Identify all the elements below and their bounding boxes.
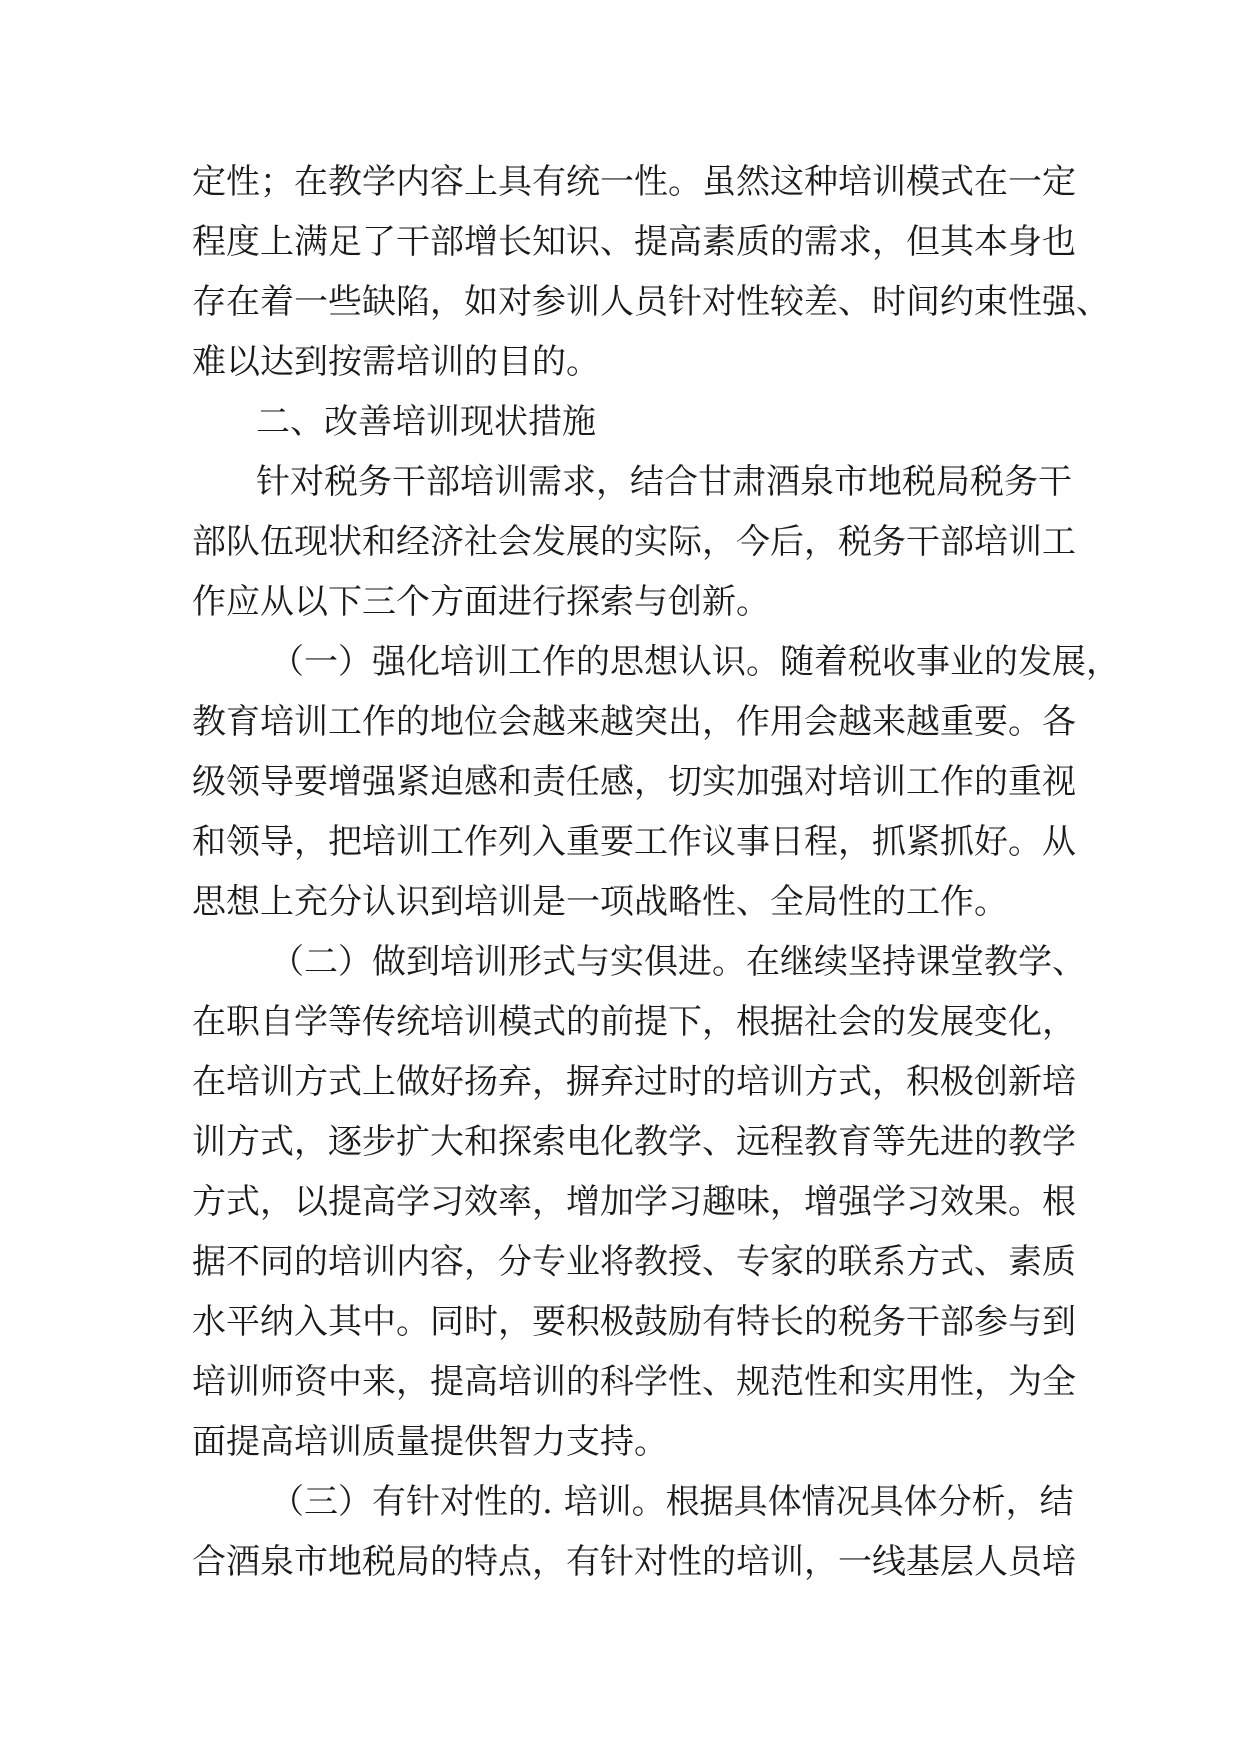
subsection-line: （一）强化培训工作的思想认识。随着税收事业的发展， — [270, 642, 1120, 682]
text-line: 程度上满足了干部增长知识、提高素质的需求，但其本身也 — [192, 222, 1076, 262]
text-line: 作应从以下三个方面进行探索与创新。 — [192, 582, 770, 622]
text-line: 面提高培训质量提供智力支持。 — [192, 1422, 668, 1462]
text-line: 级领导要增强紧迫感和责任感，切实加强对培训工作的重视 — [192, 762, 1076, 802]
text-line: 培训师资中来，提高培训的科学性、规范性和实用性，为全 — [192, 1362, 1076, 1402]
text-line: 和领导，把培训工作列入重要工作议事日程，抓紧抓好。从 — [192, 822, 1076, 862]
text-line: 难以达到按需培训的目的。 — [192, 342, 600, 382]
text-line: 训方式，逐步扩大和探索电化教学、远程教育等先进的教学 — [192, 1122, 1076, 1162]
text-line: 在职自学等传统培训模式的前提下，根据社会的发展变化， — [192, 1002, 1076, 1042]
subsection-line: （二）做到培训形式与实俱进。在继续坚持课堂教学、 — [270, 942, 1086, 982]
text-line: 教育培训工作的地位会越来越突出，作用会越来越重要。各 — [192, 702, 1076, 742]
subsection-line: （三）有针对性的. 培训。根据具体情况具体分析，结 — [270, 1482, 1074, 1522]
text-line: 水平纳入其中。同时，要积极鼓励有特长的税务干部参与到 — [192, 1302, 1076, 1342]
text-line: 在培训方式上做好扬弃，摒弃过时的培训方式，积极创新培 — [192, 1062, 1076, 1102]
text-line: 合酒泉市地税局的特点，有针对性的培训，一线基层人员培 — [192, 1542, 1076, 1582]
text-line: 针对税务干部培训需求，结合甘肃酒泉市地税局税务干 — [256, 462, 1072, 502]
section-heading: 二、改善培训现状措施 — [256, 402, 596, 442]
text-line: 据不同的培训内容，分专业将教授、专家的联系方式、素质 — [192, 1242, 1076, 1282]
text-line: 定性；在教学内容上具有统一性。虽然这种培训模式在一定 — [192, 162, 1076, 202]
text-line: 部队伍现状和经济社会发展的实际，今后，税务干部培训工 — [192, 522, 1076, 562]
text-line: 存在着一些缺陷，如对参训人员针对性较差、时间约束性强、 — [192, 282, 1110, 322]
text-line: 思想上充分认识到培训是一项战略性、全局性的工作。 — [192, 882, 1008, 922]
text-line: 方式，以提高学习效率，增加学习趣味，增强学习效果。根 — [192, 1182, 1076, 1222]
